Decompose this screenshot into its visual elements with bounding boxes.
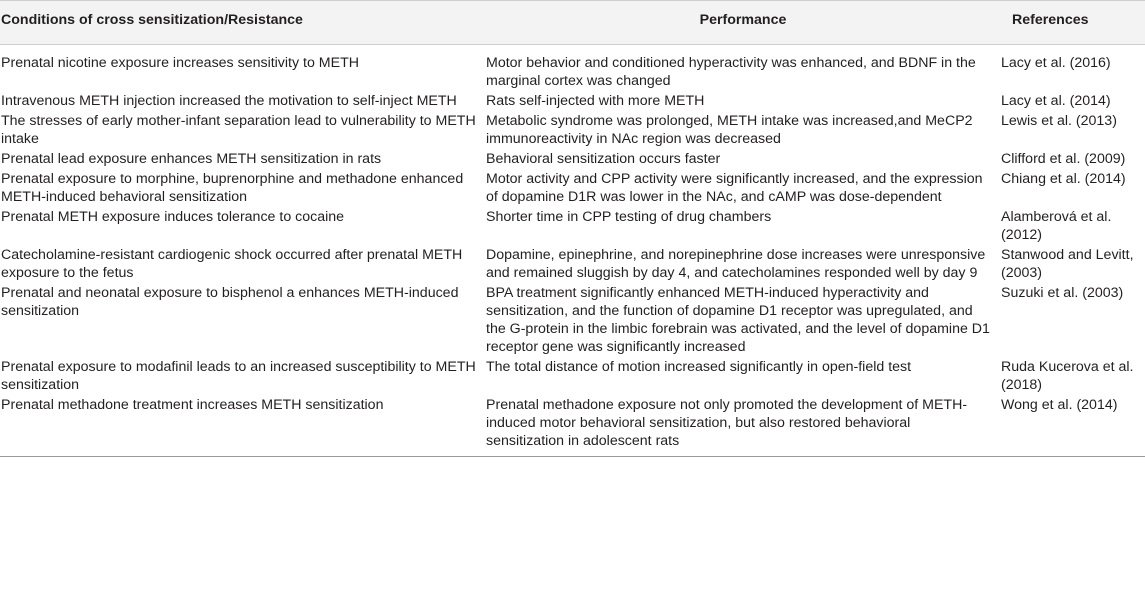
cell-performance: Prenatal methadone exposure not only promoted the development of METH-induced motor behavioral sensitization, but also restored behavioral sensitization in adolescent rats: [486, 395, 1000, 457]
cell-reference: Lewis et al. (2013): [1001, 113, 1117, 129]
table-header: [0, 1, 1145, 45]
cell-reference: Stanwood and Levitt, (2003): [1001, 247, 1134, 281]
cell-reference: Lacy et al. (2014): [1001, 93, 1111, 109]
table-row: [0, 111, 1145, 149]
table-row: [0, 283, 1145, 357]
cell-performance: Behavioral sensitization occurs faster: [486, 151, 721, 167]
cell-condition: Prenatal nicotine exposure increases sensitivity to METH: [1, 55, 359, 71]
cell-performance: Dopamine, epinephrine, and norepinephrine dose increases were unresponsive and remained sluggish by day 4, and catecholamines responded well by day 9: [486, 247, 986, 281]
table-row: [0, 91, 1145, 111]
cell-condition: The stresses of early mother-infant separation lead to vulnerability to METH intake: [1, 113, 476, 147]
cell-performance: The total distance of motion increased significantly in open-field test: [486, 359, 912, 375]
cell-reference: Ruda Kucerova et al. (2018): [1001, 359, 1134, 393]
cell-performance: Motor behavior and conditioned hyperactivity was enhanced, and BDNF in the marginal cortex was changed: [486, 55, 976, 89]
header-row: [0, 1, 1145, 45]
cell-performance: BPA treatment significantly enhanced METH-induced hyperactivity and sensitization, and the function of dopamine D1 receptor was upregulated, and the G-protein in the limbic forebrain was activated, and the level of dopamine D1 receptor gene was significantly increased: [486, 285, 990, 355]
header-conditions: Conditions of cross sensitization/Resistance: [0, 1, 486, 45]
cell-condition: Catecholamine-resistant cardiogenic shock occurred after prenatal METH exposure to the fetus: [1, 247, 463, 281]
header-references: References: [1000, 1, 1145, 45]
cell-condition: Prenatal lead exposure enhances METH sensitization in rats: [1, 151, 382, 167]
cell-condition: Prenatal METH exposure induces tolerance to cocaine: [1, 209, 345, 225]
table-body: [0, 45, 1145, 457]
table-row: [0, 207, 1145, 245]
cell-performance: Motor activity and CPP activity were significantly increased, and the expression of dopamine D1R was lower in the NAc, and cAMP was dose-dependent: [486, 171, 983, 205]
cell-reference: Wong et al. (2014): [1000, 395, 1145, 457]
cell-condition: Prenatal exposure to modafinil leads to an increased susceptibility to METH sensitization: [1, 359, 476, 393]
cell-reference: Lacy et al. (2016): [1001, 55, 1111, 71]
header-performance: Performance: [486, 1, 1000, 45]
cell-condition: Prenatal methadone treatment increases METH sensitization: [0, 395, 486, 457]
cell-performance: Metabolic syndrome was prolonged, METH intake was increased,and MeCP2 immunoreactivity in NAc region was decreased: [486, 113, 973, 147]
table-row: [0, 395, 1145, 457]
cell-performance: Shorter time in CPP testing of drug chambers: [486, 209, 772, 225]
cell-reference: Chiang et al. (2014): [1001, 171, 1126, 187]
cell-performance: Rats self-injected with more METH: [486, 93, 705, 109]
cell-reference: Alamberová et al. (2012): [1001, 209, 1112, 243]
cell-condition: Prenatal and neonatal exposure to bisphenol a enhances METH-induced sensitization: [1, 285, 459, 319]
table-row: [0, 357, 1145, 395]
cell-condition: Prenatal exposure to morphine, buprenorphine and methadone enhanced METH-induced behavioral sensitization: [1, 171, 464, 205]
cell-reference: Suzuki et al. (2003): [1001, 285, 1124, 301]
table-row: [0, 45, 1145, 92]
cell-reference: Clifford et al. (2009): [1001, 151, 1126, 167]
table-row: [0, 245, 1145, 283]
cell-condition: Intravenous METH injection increased the motivation to self-inject METH: [1, 93, 457, 109]
table-row: [0, 149, 1145, 169]
table-row: [0, 169, 1145, 207]
